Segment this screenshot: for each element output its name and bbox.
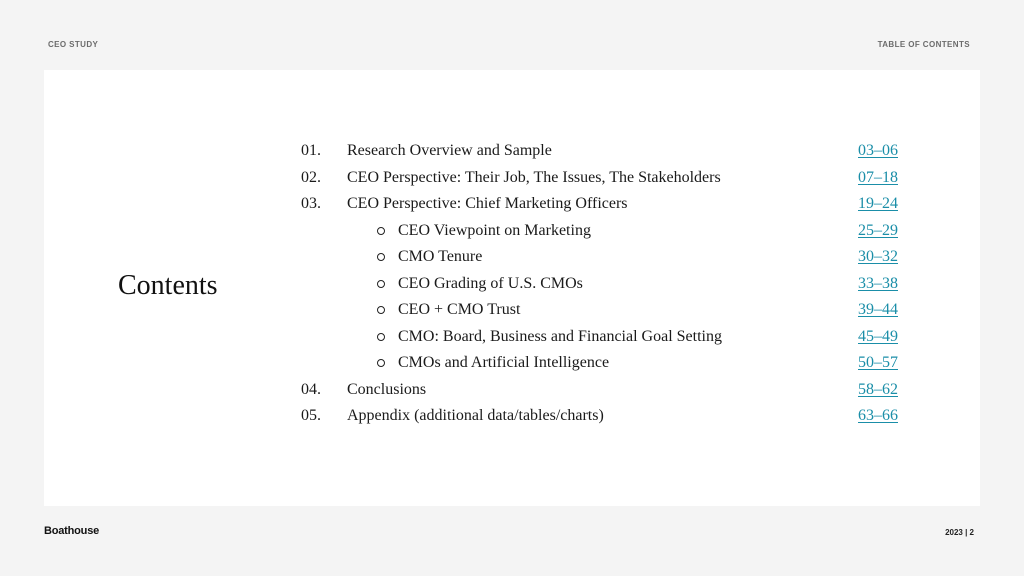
toc-row — [44, 138, 980, 164]
toc-title: Appendix (additional data/tables/charts) — [347, 407, 604, 424]
toc-subrow — [44, 244, 980, 270]
circle-bullet-icon — [377, 359, 385, 367]
circle-bullet-icon — [377, 306, 385, 314]
circle-bullet-icon — [377, 227, 385, 235]
toc-page-link[interactable]: 25–29 — [858, 221, 898, 239]
toc-subrow — [44, 324, 980, 350]
toc-number: 03. — [301, 195, 321, 212]
toc-page-link[interactable]: 45–49 — [858, 327, 898, 345]
toc-page-link[interactable]: 30–32 — [858, 248, 898, 265]
toc-page-link[interactable]: 50–57 — [858, 354, 898, 371]
toc-subtitle: CMOs and Artificial Intelligence — [398, 354, 610, 371]
circle-bullet-icon — [377, 333, 385, 341]
toc-number: 02. — [301, 168, 321, 186]
toc-title: CEO Perspective: Their Job, The Issues, The Stakeholders — [347, 168, 721, 186]
toc-number: 04. — [301, 380, 321, 398]
toc-subrow — [44, 297, 980, 323]
toc-row — [44, 165, 980, 191]
toc-number: 01. — [301, 142, 321, 159]
header-section-label: TABLE OF CONTENTS — [877, 40, 970, 49]
toc-page-link[interactable]: 39–44 — [858, 301, 898, 318]
contents-card — [44, 70, 980, 506]
toc-row — [44, 403, 980, 429]
toc-title: Research Overview and Sample — [347, 142, 552, 159]
toc-subrow — [44, 218, 980, 244]
toc-subtitle: CEO + CMO Trust — [398, 301, 521, 318]
toc-subtitle: CEO Grading of U.S. CMOs — [398, 274, 583, 292]
toc-number: 05. — [301, 407, 321, 424]
toc-subtitle: CMO: Board, Business and Financial Goal Setting — [398, 327, 722, 345]
toc-title: Conclusions — [347, 380, 427, 398]
toc-subtitle: CMO Tenure — [398, 248, 483, 265]
page-number: 2023 | 2 — [945, 528, 974, 537]
toc-subrow — [44, 350, 980, 376]
toc-page-link[interactable]: 19–24 — [858, 195, 898, 212]
toc-title: CEO Perspective: Chief Marketing Officers — [347, 195, 628, 212]
toc-page-link[interactable]: 03–06 — [858, 142, 898, 159]
toc-page-link[interactable]: 58–62 — [858, 380, 898, 398]
toc-row — [44, 377, 980, 403]
page-title: Contents — [118, 270, 218, 301]
toc-page-link[interactable]: 63–66 — [858, 407, 898, 424]
toc-row — [44, 191, 980, 217]
circle-bullet-icon — [377, 280, 385, 288]
toc-subtitle: CEO Viewpoint on Marketing — [398, 221, 591, 239]
toc-page-link[interactable]: 07–18 — [858, 168, 898, 186]
circle-bullet-icon — [377, 253, 385, 261]
boathouse-logo: Boathouse — [44, 525, 100, 537]
toc-page-link[interactable]: 33–38 — [858, 274, 898, 292]
toc-subrow — [44, 271, 980, 297]
header-study-label: CEO STUDY — [48, 40, 99, 49]
